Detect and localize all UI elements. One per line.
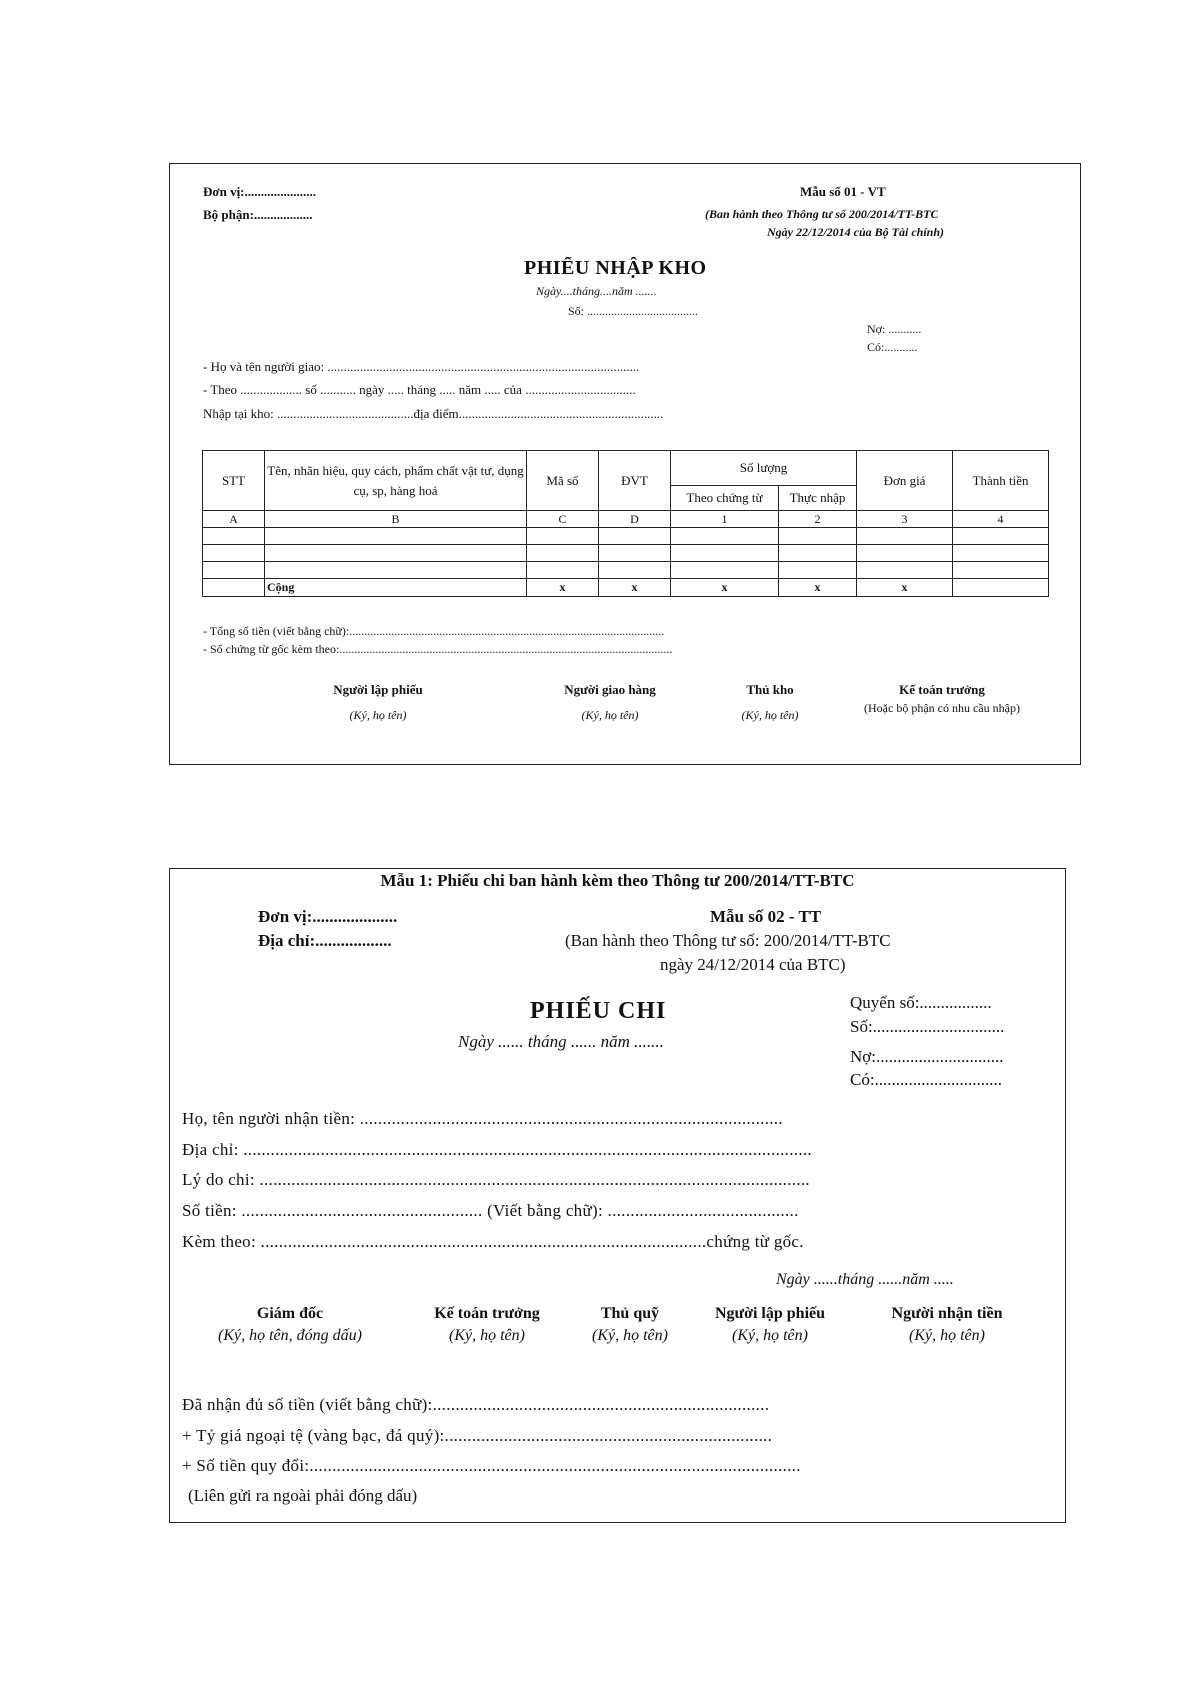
total-mark: x xyxy=(779,579,857,597)
code-cell: 1 xyxy=(671,511,779,528)
total-label: Cộng xyxy=(265,579,527,597)
date-line: Ngày....tháng....năm ....... xyxy=(536,284,657,298)
code-cell: 2 xyxy=(779,511,857,528)
deliverer-line: - Họ và tên người giao: ................................................................................................ xyxy=(203,359,640,374)
received-full-line: Đã nhận đủ số tiền (viết bằng chữ):.......................................................................... xyxy=(182,1395,770,1414)
code-cell: A xyxy=(203,511,265,528)
warehouse-line: Nhập tại kho: ..........................................địa điểm............................................................... xyxy=(203,406,664,421)
form-caption: Mẫu 1: Phiếu chi ban hành kèm theo Thông tư 200/2014/TT-BTC xyxy=(380,871,855,890)
form-title: PHIẾU NHẬP KHO xyxy=(524,257,707,279)
book-number: Quyển số:................. xyxy=(850,993,992,1012)
sign-date: Ngày ......tháng ......năm ..... xyxy=(776,1271,954,1288)
payment-voucher-form xyxy=(169,868,1066,1523)
attached-docs: - Số chứng từ gốc kèm theo:............................................................................................................... xyxy=(203,642,673,656)
signature-note: (Hoặc bộ phận có nhu cầu nhập) xyxy=(864,701,1020,715)
total-in-words: - Tổng số tiền (viết bằng chữ):......................................................................................................... xyxy=(203,624,665,638)
signature-note: (Ký, họ tên) xyxy=(581,708,639,722)
signature-block xyxy=(535,682,685,723)
signature-note: (Ký, họ tên) xyxy=(732,1327,808,1344)
header-quantity: Số lượng xyxy=(671,451,857,486)
debit-field: Nợ:.............................. xyxy=(850,1047,1004,1066)
code-cell: 4 xyxy=(953,511,1049,528)
total-mark: x xyxy=(599,579,671,597)
address-line: Địa chỉ: ............................................................................................................................. xyxy=(182,1140,812,1159)
issued-by-line2: ngày 24/12/2014 của BTC) xyxy=(660,955,846,974)
total-row xyxy=(203,579,1049,597)
issued-by-line1: (Ban hành theo Thông tư số: 200/2014/TT-BTC xyxy=(565,931,891,950)
converted-amount-line: + Số tiền quy đổi:............................................................................................................ xyxy=(182,1456,801,1475)
header-price: Đơn giá xyxy=(857,451,953,511)
according-line: - Theo ................... số ........... ngày ..... tháng ..... năm ..... của .................................. xyxy=(203,382,636,397)
signature-note: (Ký, họ tên) xyxy=(449,1327,525,1344)
goods-table xyxy=(202,450,1049,597)
voucher-number: Số:............................... xyxy=(850,1017,1005,1036)
signature-block xyxy=(190,1305,390,1345)
signature-note: (Ký, họ tên) xyxy=(909,1327,985,1344)
debit-field: Nợ: ........... xyxy=(867,322,922,336)
date-line: Ngày ...... tháng ...... năm ....... xyxy=(458,1032,664,1051)
address-field: Địa chỉ:.................. xyxy=(258,931,392,950)
signature-block xyxy=(715,682,825,723)
signature-title: Kế toán trưởng xyxy=(899,682,985,697)
header-stt: STT xyxy=(203,451,265,511)
column-code-row xyxy=(203,511,1049,528)
header-unit: ĐVT xyxy=(599,451,671,511)
table-row xyxy=(203,562,1049,579)
table-row xyxy=(203,545,1049,562)
code-cell: D xyxy=(599,511,671,528)
code-cell: B xyxy=(265,511,527,528)
signature-block xyxy=(432,1305,542,1345)
signature-title: Người giao hàng xyxy=(564,682,656,697)
signature-note: (Ký, họ tên) xyxy=(592,1327,668,1344)
credit-field: Có:.............................. xyxy=(850,1070,1003,1089)
signature-note: (Ký, họ tên) xyxy=(349,708,407,722)
unit-field: Đơn vị:.................... xyxy=(258,907,398,926)
header-code: Mã số xyxy=(527,451,599,511)
signature-title: Thủ quỹ xyxy=(600,1305,660,1322)
form-number: Mẫu số 02 - TT xyxy=(710,907,822,926)
signature-block xyxy=(710,1305,830,1345)
signature-block xyxy=(882,1305,1012,1345)
number-line: Số: ..................................... xyxy=(568,304,699,318)
header-qty-doc: Theo chứng từ xyxy=(671,486,779,511)
header-name: Tên, nhãn hiệu, quy cách, phẩm chất vật tư, dụng cụ, sp, hàng hoá xyxy=(265,451,527,511)
header-qty-actual: Thực nhập xyxy=(779,486,857,511)
warehouse-receipt-form xyxy=(169,163,1081,765)
signature-note: (Ký, họ tên) xyxy=(741,708,799,722)
reason-line: Lý do chi: ......................................................................................................................... xyxy=(182,1170,810,1189)
amount-line: Số tiền: ..................................................... (Viết bằng chữ): .......................................... xyxy=(182,1201,799,1220)
code-cell: 3 xyxy=(857,511,953,528)
signature-block xyxy=(852,682,1032,716)
credit-field: Có:........... xyxy=(867,340,918,354)
receiver-line: Họ, tên người nhận tiền: ............................................................................................. xyxy=(182,1109,783,1128)
total-mark: x xyxy=(527,579,599,597)
form-number: Mẫu số 01 - VT xyxy=(800,184,886,199)
signature-title: Kế toán trưởng xyxy=(434,1305,540,1322)
signature-title: Người nhận tiền xyxy=(891,1305,1003,1322)
header-amount: Thành tiền xyxy=(953,451,1049,511)
issued-by-line1: (Ban hành theo Thông tư số 200/2014/TT-BTC xyxy=(705,207,939,221)
attached-line: Kèm theo: ..................................................................................................chứng từ gốc. xyxy=(182,1232,804,1251)
signature-block xyxy=(308,682,448,723)
signature-block xyxy=(565,1305,695,1345)
signature-title: Giám đốc xyxy=(256,1305,324,1322)
department-field: Bộ phận:.................. xyxy=(203,207,313,222)
stamp-note: (Liên gửi ra ngoài phải đóng dấu) xyxy=(188,1486,418,1505)
signature-title: Người lập phiếu xyxy=(714,1305,826,1322)
total-mark: x xyxy=(671,579,779,597)
unit-field: Đơn vị:...................... xyxy=(203,184,317,199)
form-title: PHIẾU CHI xyxy=(530,998,667,1024)
code-cell: C xyxy=(527,511,599,528)
signature-title: Người lập phiếu xyxy=(333,682,423,697)
issued-by-line2: Ngày 22/12/2014 của Bộ Tài chính) xyxy=(767,225,945,239)
signature-note: (Ký, họ tên, đóng dấu) xyxy=(218,1327,362,1344)
table-row xyxy=(203,528,1049,545)
total-mark: x xyxy=(857,579,953,597)
signature-title: Thủ kho xyxy=(746,682,794,697)
exchange-rate-line: + Tỷ giá ngoại tệ (vàng bạc, đá quý):........................................................................ xyxy=(182,1426,773,1445)
